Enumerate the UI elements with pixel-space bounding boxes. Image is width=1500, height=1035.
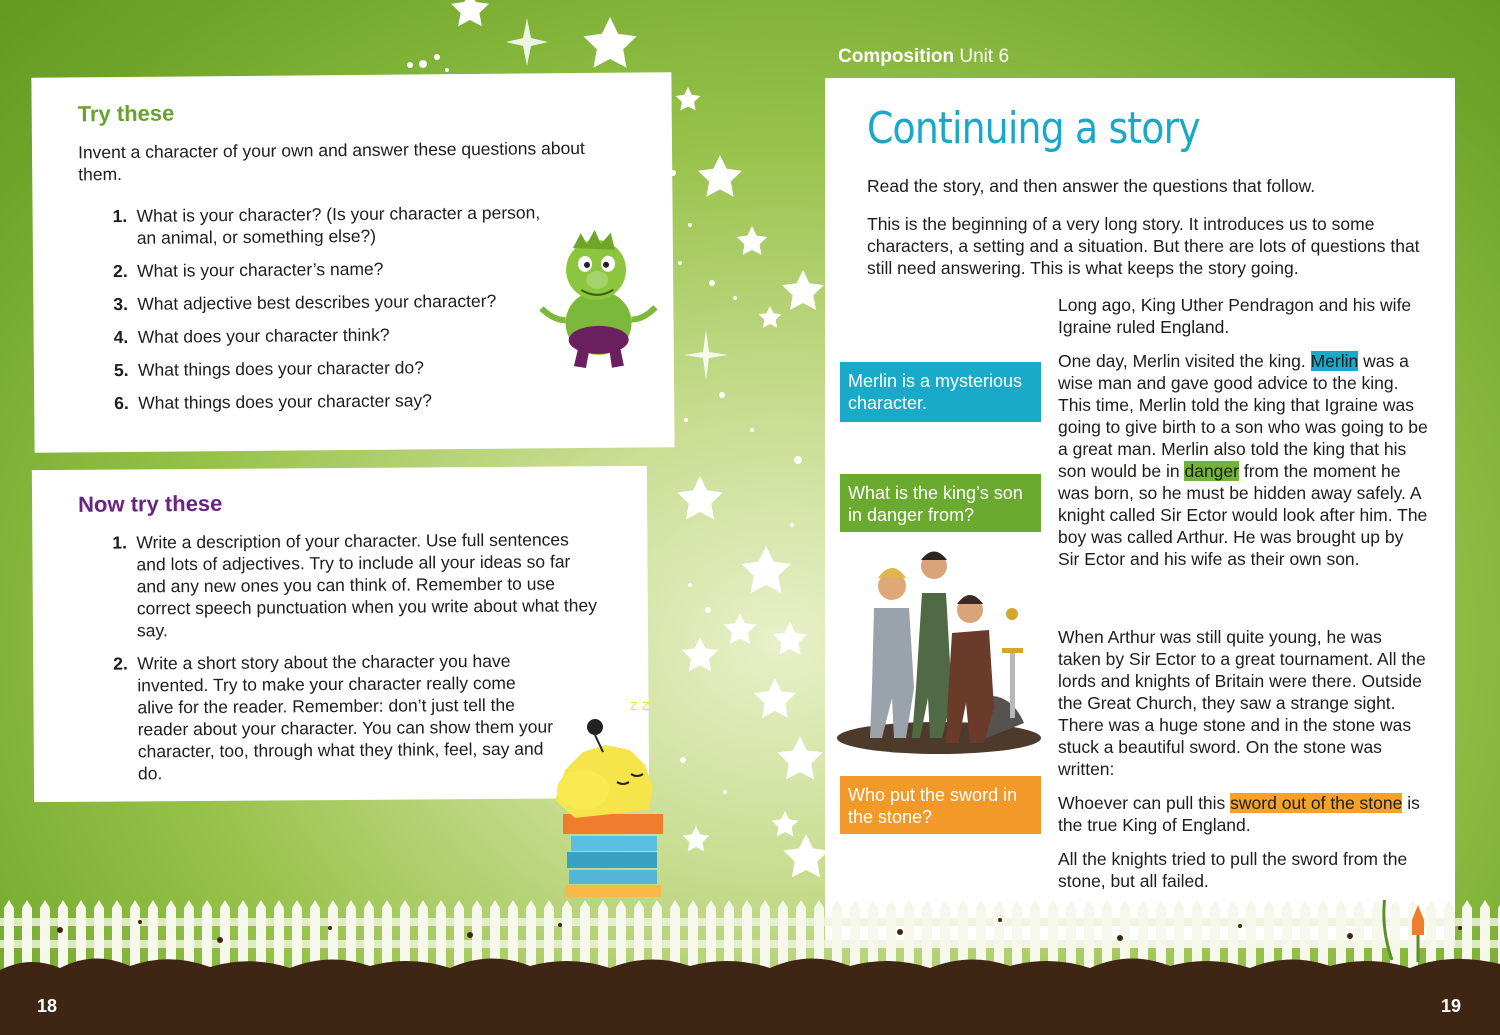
story-paragraph-5: All the knights tried to pull the sword from the stone, but all failed. (1058, 849, 1408, 891)
question-item: 5. What things does your character do? (113, 357, 425, 381)
fence-picket (922, 900, 932, 975)
question-item: 2. What is your character’s name? (112, 258, 384, 282)
question-item: 1. What is your character? (Is your character a person, an animal, or something else?) (112, 202, 541, 248)
note-merlin: Merlin is a mysterious character. (840, 362, 1041, 422)
fence-picket (760, 900, 770, 975)
try-these-heading: Try these (77, 100, 175, 127)
try-these-intro: Invent a character of your own and answer these questions about them. (77, 137, 585, 185)
highlight-merlin: Merlin (1310, 351, 1359, 371)
now-try-these-heading: Now try these (78, 490, 223, 517)
page-number-left: 18 (37, 996, 58, 1016)
fence-picket (598, 900, 608, 975)
sleeping-creature-illustration (545, 690, 675, 900)
troll-illustration (533, 227, 664, 373)
fence-picket (1084, 900, 1094, 975)
page-number-right: 19 (1441, 996, 1462, 1016)
question-item: 4. What does your character think? (113, 324, 390, 348)
fence-picket (688, 900, 698, 975)
fence-picket (850, 900, 860, 975)
question-item: 2. Write a short story about the character you have invented. Try to make your character really come alive for the reader. Remember: don’t just tell the reader about your character. You can show them your character, too, through what they think, feel, say and do. (113, 650, 554, 784)
fence-picket (274, 900, 284, 975)
story-paragraph-1: Long ago, King Uther Pendragon and his wife Igraine ruled England. (1058, 295, 1412, 337)
story-instruction: Read the story, and then answer the questions that follow. (867, 176, 1316, 196)
highlight-sword: sword out of the stone (1230, 793, 1403, 813)
page-title: Continuing a story (867, 103, 1200, 154)
svg-text:z z: z z (630, 698, 650, 714)
ground-and-fence (0, 900, 1500, 1035)
unit-label: Composition Unit 6 (838, 46, 1010, 67)
fence-picket (364, 900, 374, 975)
fence-picket (1246, 900, 1256, 975)
fence-picket (202, 900, 212, 975)
highlight-danger: danger (1184, 461, 1239, 481)
try-these-panel (31, 72, 674, 453)
question-item: 6. What things does your character say? (114, 390, 433, 414)
fence-picket (58, 900, 68, 975)
fence-picket (526, 900, 536, 975)
try-these-questions (112, 201, 564, 414)
story-paragraph-2: One day, Merlin visited the king. Merlin was a wise man and gave good advice to the king. This time, Merlin told the king that Igraine was going to give birth to a son who was going to be a great man. Merlin also told the king that his son would be in danger from the moment he was born, so he must be hidden away safely. A knight called Sir Ector would look after him. The boy was called Arthur. He was brought up by Sir Ector and his wife as their own son. (1058, 351, 1428, 569)
story-paragraph-4: Whoever can pull this sword out of the stone is the true King of England. (1058, 793, 1420, 835)
fence-picket (292, 900, 302, 975)
fence-picket (436, 900, 446, 975)
story-introduction: This is the beginning of a very long story. It introduces us to some characters, a setting and a situation. But there are lots of questions that still need answering. This is what keeps the story going. (867, 214, 1420, 278)
note-danger: What is the king’s son in danger from? (840, 474, 1041, 532)
question-item: 3. What adjective best describes your character? (113, 290, 497, 315)
now-try-these-questions (112, 528, 604, 784)
knights-illustration (834, 538, 1044, 756)
note-sword: Who put the sword in the stone? (840, 776, 1041, 834)
question-item: 1. Write a description of your character. Use full sentences and lots of adjectives. Try to include all your ideas so far and any new ones you can think of. Remember to use correct speech punctuation when you write about what they say. (112, 529, 598, 641)
story-paragraph-3: When Arthur was still quite young, he was taken by Sir Ector to a great tournament. All the lords and knights of Britain were there. Outside the Great Church, they saw a strange sight. There was a huge stone and in the stone was stuck a beautiful sword. On the stone was written: (1058, 627, 1426, 779)
fence-picket (4, 900, 14, 975)
